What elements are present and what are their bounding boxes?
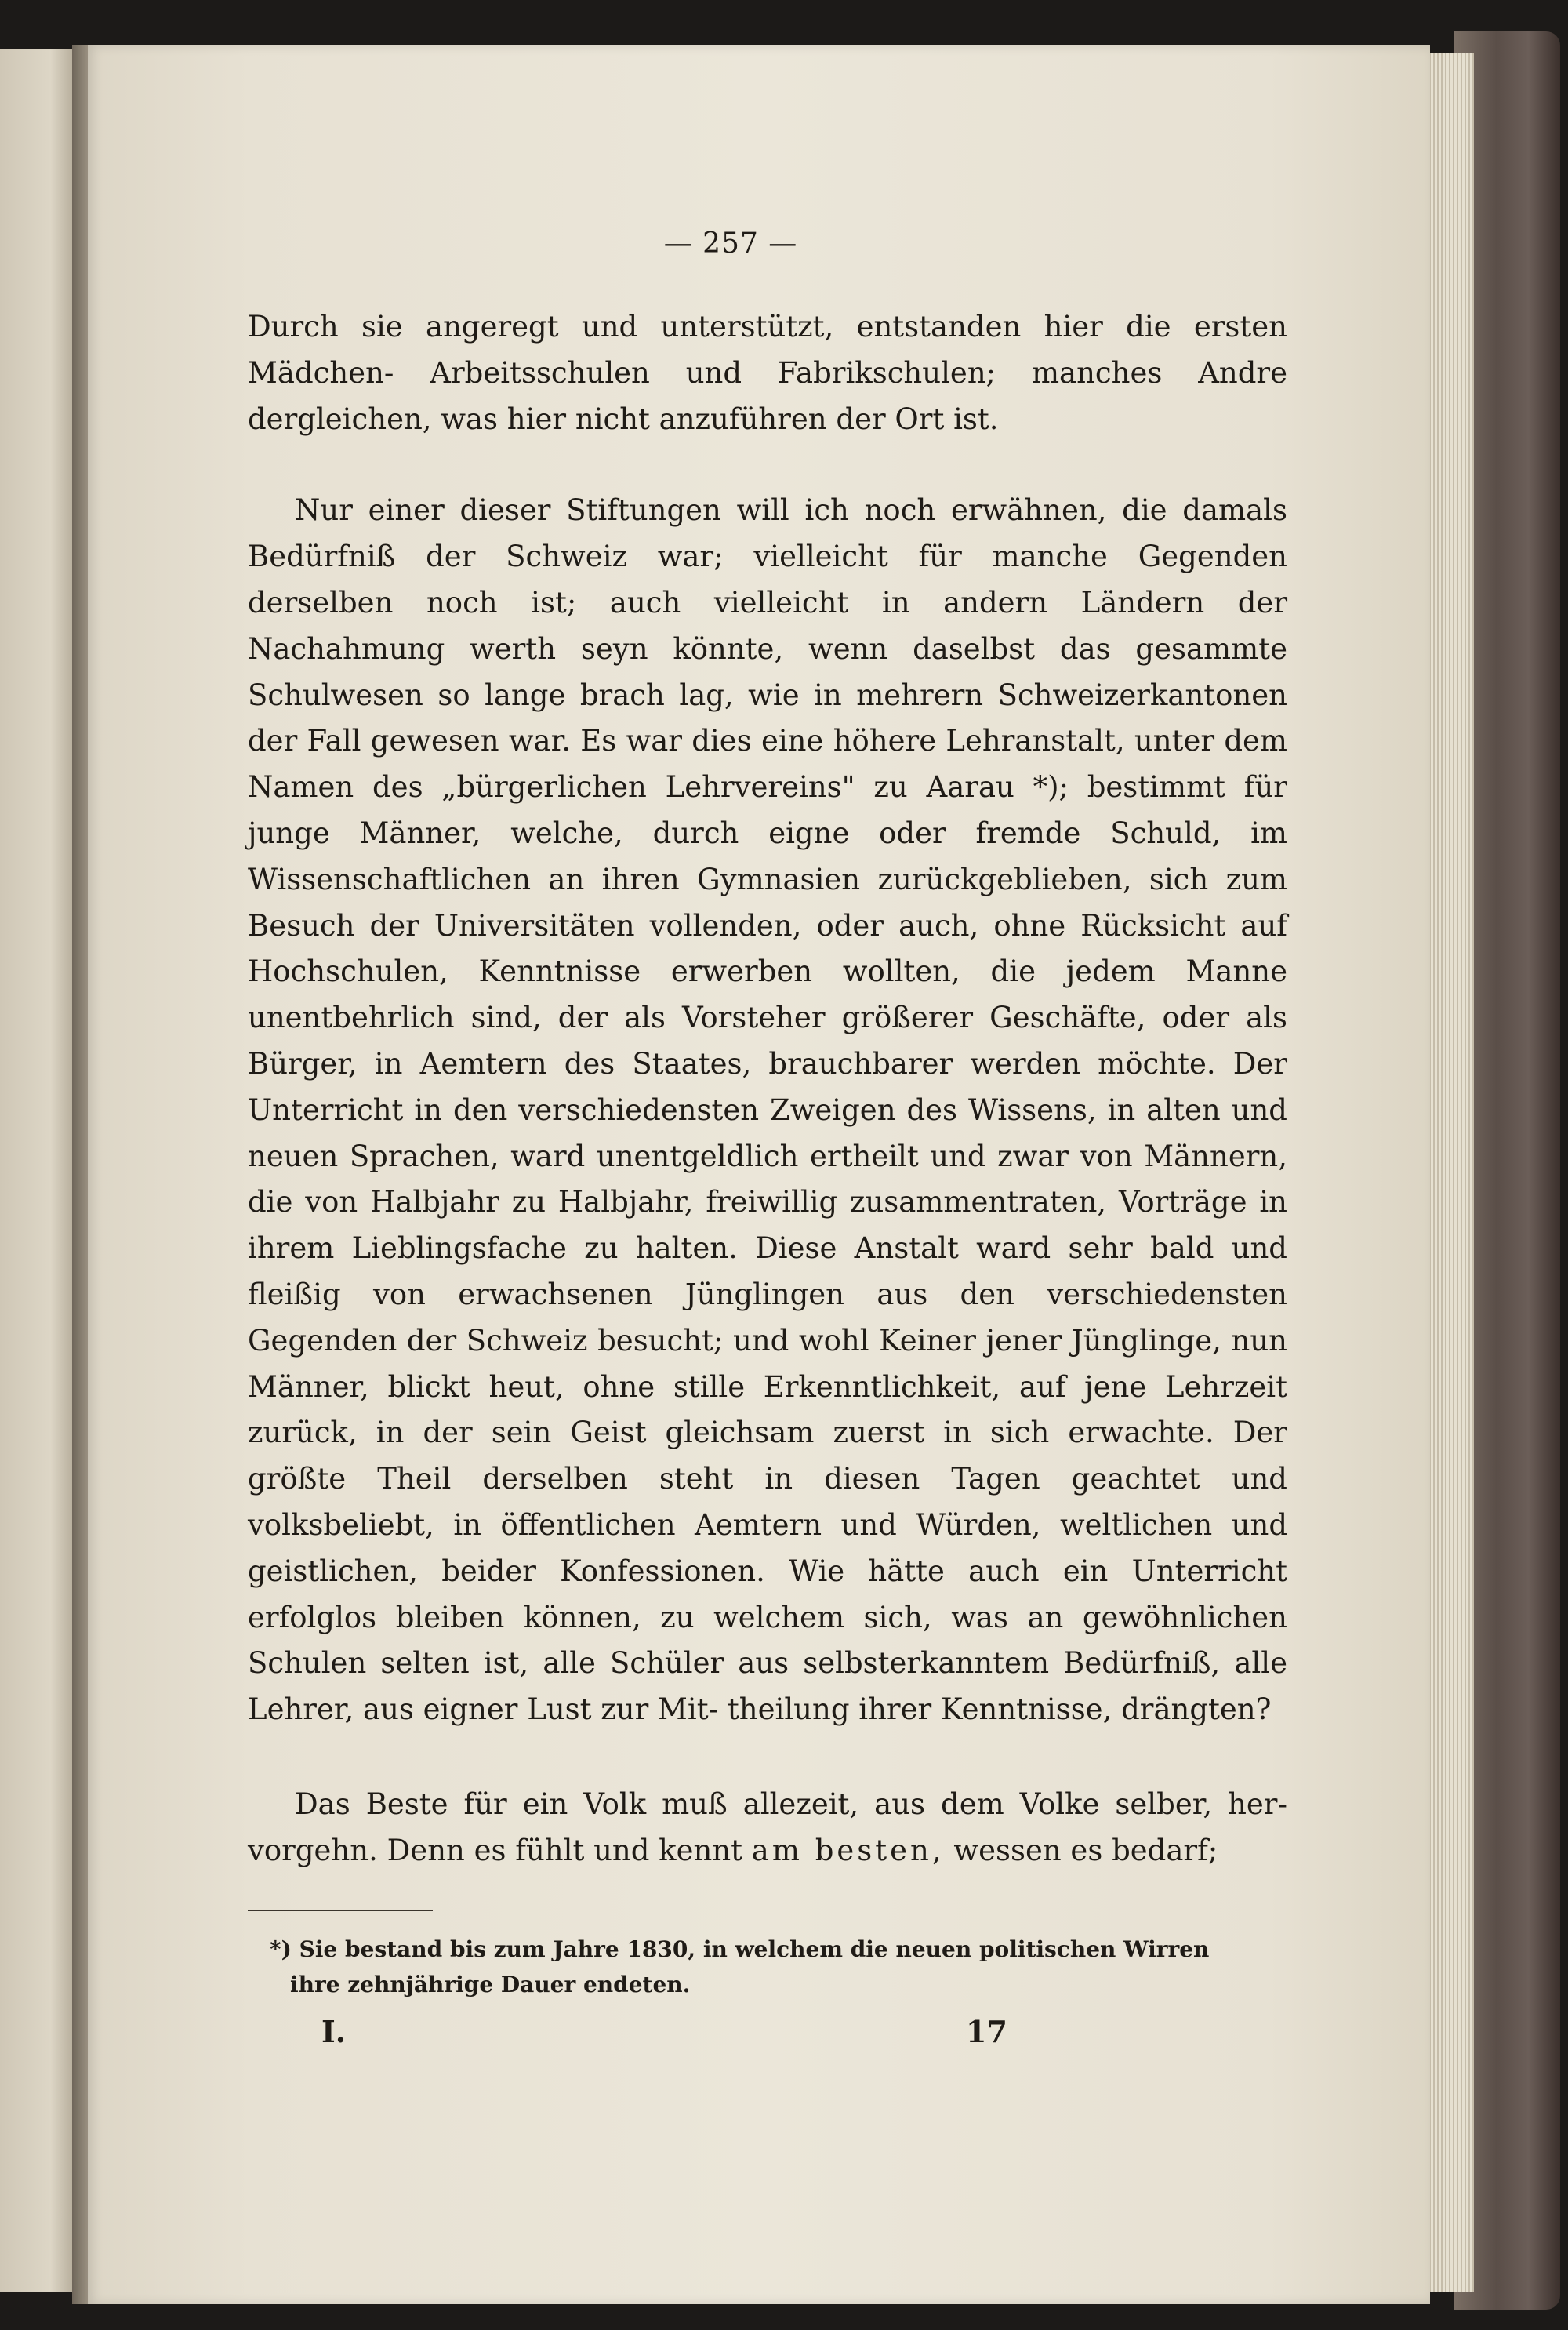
text-line: bald und fleißig von erwachsenen Jünglingen aus den verschiedensten: [248, 1231, 1287, 1311]
text-line: ohne Rücksicht auf Hochschulen, Kenntnisse erwerben wollten, die jedem: [248, 908, 1287, 989]
text-line: Das Beste für ein Volk muß allezeit, aus dem Volke selber, her-: [295, 1787, 1287, 1821]
text-line: Vorträge in ihrem Lieblingsfache zu halten. Diese Anstalt ward sehr: [248, 1185, 1287, 1266]
text-line: aus selbsterkanntem Bedürfniß, alle Lehrer, aus eigner Lust zur Mit-: [248, 1646, 1287, 1727]
volume-signature: I.: [321, 2014, 347, 2049]
text-line: als Bürger, in Aemtern des Staates, brauchbarer werden möchte.: [248, 1001, 1287, 1081]
paragraph-gap: [248, 442, 1287, 488]
text-line: eigne oder fremde Schuld, im Wissenschaftlichen an ihren Gymnasien: [248, 816, 1287, 896]
text-line: theilung ihrer Kenntnisse, drängten?: [727, 1692, 1272, 1727]
footnote-rule: [248, 1910, 433, 1911]
text-line: noch ist; auch vielleicht in andern Ländern der Nachahmung werth: [248, 585, 1287, 666]
text-line: lag, wie in mehrern Schweizerkantonen der Fall gewesen war. Es: [248, 678, 1288, 758]
text-line: nun Männer, blickt heut, ohne stille Erkenntlichkeit, auf jene Lehrzeit: [248, 1323, 1287, 1404]
footnote-line: *) Sie bestand bis zum Jahre 1830, in welchem die neuen politischen Wirren: [270, 1936, 1210, 1962]
book-page: [88, 45, 1430, 2304]
text-line: Gegenden der Schweiz besucht; und wohl Keiner jener Jünglinge,: [248, 1323, 1221, 1358]
text-line: seyn könnte, wenn daselbst das gesammte Schulwesen so lange brach: [248, 631, 1287, 712]
body-text: [248, 304, 1287, 1874]
text-line: Konfessionen. Wie hätte auch ein Unterricht erfolglos bleiben können,: [248, 1554, 1288, 1634]
sheet-signature: 17: [966, 2014, 1007, 2049]
page-number: — 257 —: [663, 227, 798, 260]
facing-page-edge: [0, 49, 75, 2292]
text-line: Durch sie angeregt und unterstützt, entstanden hier die ersten Mädchen-: [248, 310, 1287, 390]
paragraph-3: [248, 1782, 1287, 1874]
text-line: war dies eine höhere Lehranstalt, unter dem Namen des „bürgerlichen: [248, 724, 1287, 805]
footnote: [270, 1932, 1289, 2002]
text-line: zurück, in der sein Geist gleichsam zuerst in sich erwachte. Der größte: [248, 1416, 1287, 1496]
text-line: Manne unentbehrlich sind, der als Vorsteher größerer Geschäfte, oder: [248, 954, 1287, 1035]
paragraph-1: [248, 304, 1287, 442]
emphasized-text: am besten,: [751, 1833, 945, 1867]
text-line: Bedürfniß der Schweiz war; vielleicht für manche Gegenden derselben: [248, 540, 1287, 620]
text-line: Arbeitsschulen und Fabrikschulen; manches Andre dergleichen, was hier: [248, 355, 1288, 436]
text-line: nicht anzuführen der Ort ist.: [575, 402, 999, 436]
text-line: und neuen Sprachen, ward unentgeldlich ertheilt und zwar von: [248, 1092, 1287, 1173]
text-line: öffentlichen Aemtern und Würden, weltlichen und geistlichen, beider: [248, 1507, 1288, 1588]
paragraph-2: [248, 488, 1287, 1733]
text-line: Nur einer dieser Stiftungen will ich noch erwähnen, die damals: [295, 493, 1287, 528]
text-line: Theil derselben steht in diesen Tagen geachtet und volksbeliebt, in: [248, 1462, 1287, 1542]
footnote-line: ihre zehnjährige Dauer endeten.: [290, 1972, 691, 1997]
text-line: vorgehn. Denn es fühlt und kennt: [248, 1833, 743, 1867]
paragraph-gap: [248, 1733, 1287, 1782]
text-line: zurückgeblieben, sich zum Besuch der Universitäten vollenden, oder auch,: [248, 862, 1288, 943]
text-line: wessen es bedarf;: [953, 1833, 1218, 1867]
text-line: zu welchem sich, was an gewöhnlichen Schulen selten ist, alle Schüler: [248, 1600, 1287, 1681]
text-line: Der Unterricht in den verschiedensten Zweigen des Wissens, in alten: [248, 1046, 1287, 1127]
text-line: Lehrvereins" zu Aarau *); bestimmt für junge Männer, welche, durch: [248, 770, 1287, 850]
text-line: Männern, die von Halbjahr zu Halbjahr, freiwillig zusammentraten,: [248, 1139, 1287, 1220]
